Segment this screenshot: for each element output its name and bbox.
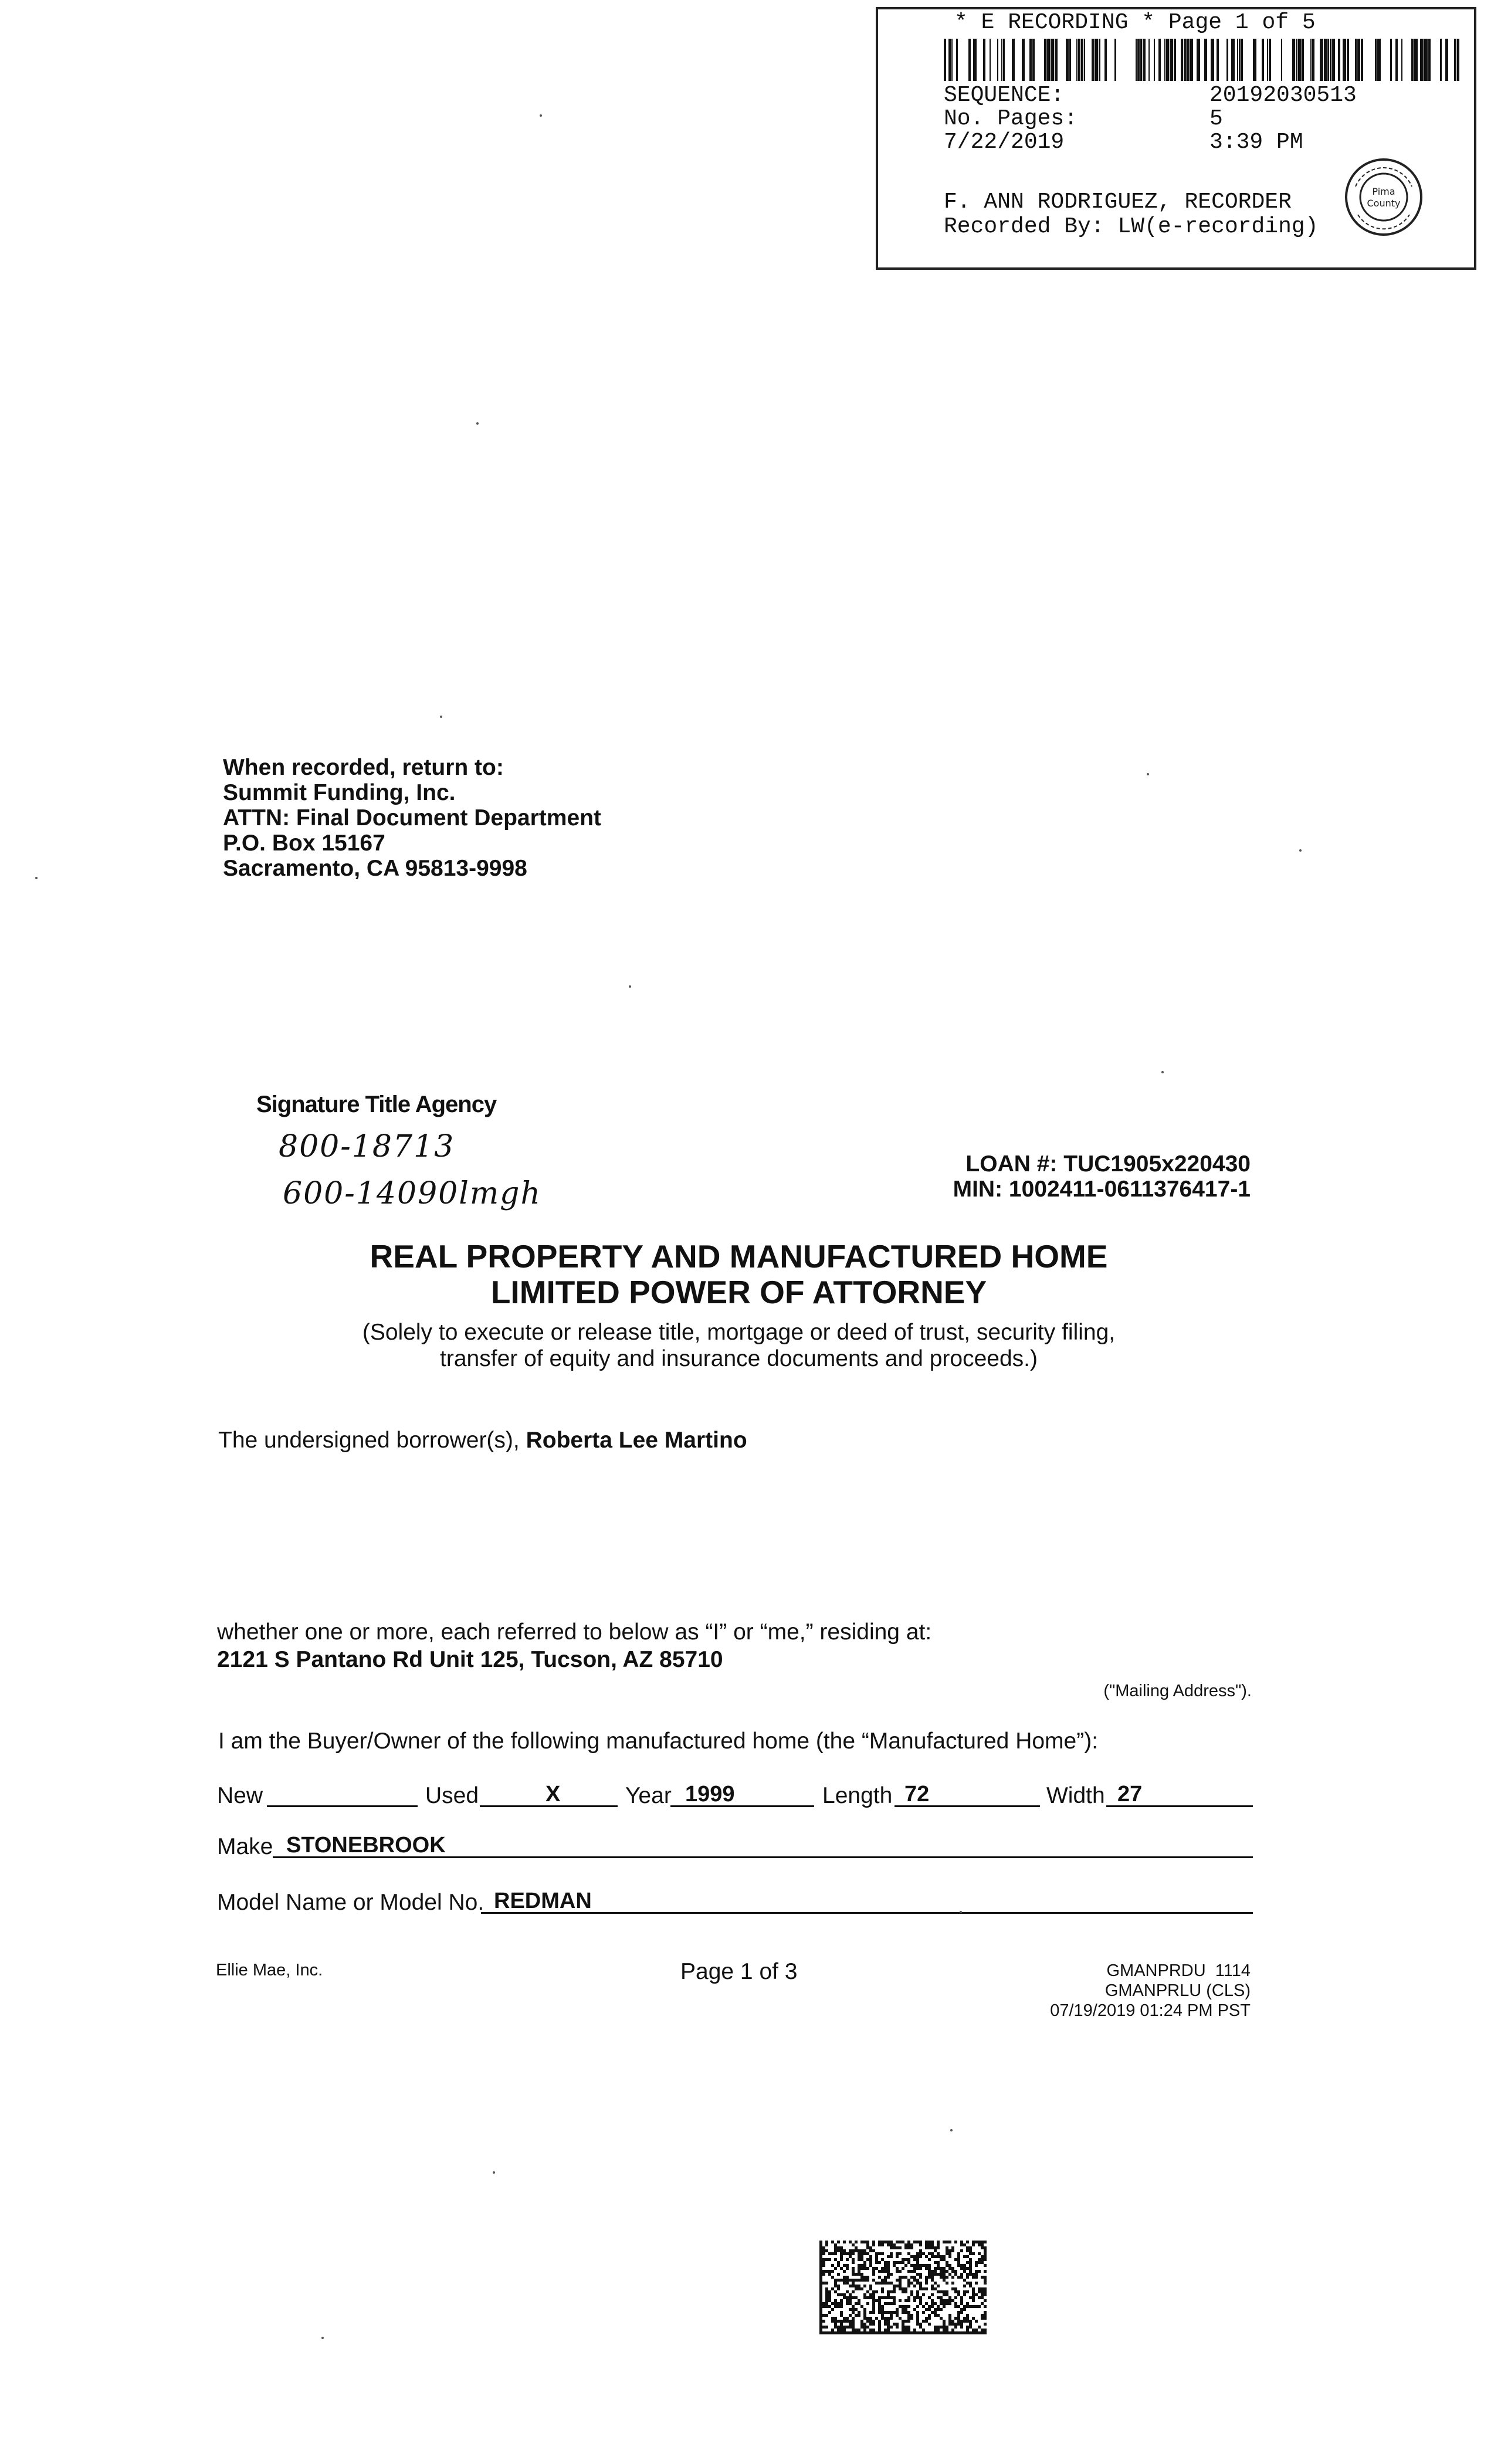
sequence-label: SEQUENCE: [944, 83, 1065, 108]
recording-stamp [876, 7, 1476, 270]
footer-vendor: Ellie Mae, Inc. [216, 1961, 323, 1980]
width-value: 27 [1117, 1782, 1143, 1807]
pages-value: 5 [1209, 106, 1223, 131]
document-subtitle-line2: transfer of equity and insurance documents and proceeds.) [440, 1346, 1038, 1371]
owner-statement: I am the Buyer/Owner of the following manufactured home (the “Manufactured Home”): [218, 1728, 1099, 1754]
return-to-heading: When recorded, return to: [223, 755, 504, 780]
min-number: MIN: 1002411-0611376417-1 [953, 1177, 1251, 1202]
borrower-statement [218, 1428, 747, 1453]
recorded-by: Recorded By: LW(e-recording) [944, 214, 1319, 239]
new-field-line [267, 1805, 418, 1807]
make-label: Make [217, 1834, 273, 1859]
residing-statement: whether one or more, each referred to below as “I” or “me,” residing at: [217, 1619, 932, 1645]
year-value: 1999 [685, 1782, 735, 1807]
footer-timestamp: 07/19/2019 01:24 PM PST [1050, 2001, 1251, 2020]
used-label: Used [425, 1783, 479, 1808]
handwritten-order-number: 800-18713 [279, 1129, 455, 1164]
return-to-pobox: P.O. Box 15167 [223, 831, 385, 856]
borrower-name: Roberta Lee Martino [526, 1428, 747, 1453]
scan-speck [960, 1911, 962, 1913]
scan-speck [950, 2129, 953, 2131]
scan-speck [1299, 849, 1302, 852]
scan-speck [35, 877, 38, 879]
footer-form-code-2: GMANPRLU (CLS) [1104, 1981, 1251, 2000]
recorder-name: F. ANN RODRIGUEZ, RECORDER [944, 189, 1292, 215]
record-time: 3:39 PM [1209, 130, 1303, 155]
scan-speck [493, 2171, 495, 2174]
document-title-line2: LIMITED POWER OF ATTORNEY [490, 1274, 987, 1310]
scan-speck [321, 2337, 324, 2339]
stamp-header: * E RECORDING * Page 1 of 5 [954, 10, 1316, 35]
loan-number: LOAN #: TUC1905x220430 [965, 1151, 1251, 1177]
used-value: X [545, 1782, 561, 1807]
sequence-value: 20192030513 [1209, 83, 1357, 108]
document-title-line1: REAL PROPERTY AND MANUFACTURED HOME [370, 1238, 1108, 1275]
width-label: Width [1046, 1783, 1105, 1808]
model-label: Model Name or Model No. [217, 1890, 484, 1915]
scan-speck [476, 422, 479, 425]
handwritten-file-number: 600-14090lmgh [283, 1176, 541, 1211]
return-to-company: Summit Funding, Inc. [223, 780, 456, 805]
new-label: New [217, 1783, 263, 1808]
scan-speck [440, 716, 442, 718]
footer-form-code: GMANPRDU 1114 [1106, 1961, 1251, 1980]
record-date: 7/22/2019 [944, 130, 1065, 155]
model-value: REDMAN [494, 1889, 592, 1913]
scan-speck [1161, 1071, 1164, 1073]
footer-page-number: Page 1 of 3 [680, 1959, 798, 1984]
document-subtitle-line1: (Solely to execute or release title, mortgage or deed of trust, security filing, [362, 1320, 1116, 1345]
agency-stamp: Signature Title Agency [256, 1092, 497, 1117]
scan-speck [540, 114, 542, 117]
mailing-address: 2121 S Pantano Rd Unit 125, Tucson, AZ 85710 [217, 1647, 723, 1672]
scan-speck [1147, 773, 1149, 775]
make-value: STONEBROOK [286, 1833, 446, 1858]
barcode-top [944, 39, 1466, 81]
model-field-line [481, 1912, 1253, 1914]
borrower-label: The undersigned borrower(s), [218, 1428, 520, 1453]
datamatrix-barcode [819, 2241, 987, 2334]
svg-text:County: County [1367, 198, 1401, 209]
length-value: 72 [904, 1782, 930, 1807]
county-seal-icon [1343, 156, 1425, 238]
pages-label: No. Pages: [944, 106, 1078, 131]
return-to-city: Sacramento, CA 95813-9998 [223, 856, 527, 881]
scan-speck [629, 985, 631, 988]
year-label: Year [625, 1783, 672, 1808]
svg-text:Pima: Pima [1372, 186, 1395, 197]
mailing-address-note: ("Mailing Address"). [1103, 1682, 1252, 1700]
length-label: Length [822, 1783, 893, 1808]
return-to-attn: ATTN: Final Document Department [223, 805, 601, 831]
